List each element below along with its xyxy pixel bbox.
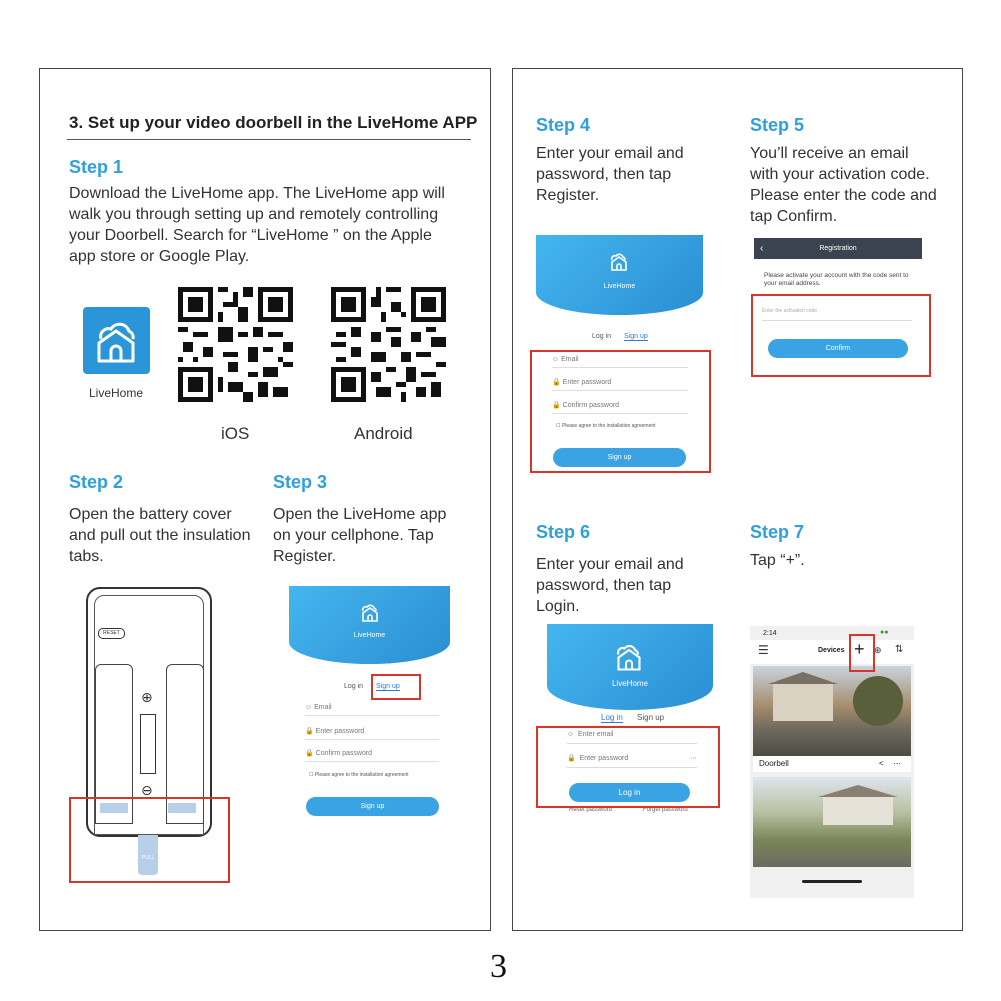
app-bar [750,640,914,664]
confirm-password-field[interactable]: 🔒 Confirm password [552,401,688,414]
pull-tab[interactable]: PULL [138,835,158,875]
android-label: Android [354,424,413,443]
mansion-shape [823,795,893,825]
agreement-checkbox[interactable]: ☐ Please agree to the installation agreement [556,423,656,429]
signup-button[interactable]: Sign up [306,797,439,816]
device-row[interactable] [753,756,911,772]
reset-button: RESET [98,628,125,639]
step2-title: Step 2 [69,472,124,492]
step3-title: Step 3 [273,472,328,492]
step7-phone-screen [750,626,914,898]
step7-highlight [849,634,875,672]
tree-shape [853,676,903,726]
device-name: Doorbell [759,759,789,768]
step5-text: You’ll receive an email with your activation code. Please enter the code and tap Confirm. [750,145,937,225]
step6-title: Step 6 [536,522,591,542]
step4-highlight [530,350,711,473]
password-field[interactable]: 🔒 Enter password [552,378,688,391]
share-icon[interactable]: < [879,759,884,768]
status-time: 2:14 [763,630,777,637]
page-number: 3 [490,948,507,985]
mansion-roof [818,785,898,797]
step6-highlight [536,726,720,808]
step3-text: Open the LiveHome app on your cellphone. Tap Register. [273,506,447,565]
forget-password-link[interactable]: Forget password [643,807,688,813]
step1-text: Download the LiveHome app. The LiveHome app will walk you through setting up and remotely controlling your Doorbell. Search for “LiveHome ” on the Apple app store or Google Play. [69,185,445,265]
livehome-app-icon[interactable] [83,307,150,374]
tab-login[interactable]: Log in [592,333,612,340]
confirm-button[interactable]: Confirm [768,339,908,358]
tab-signup[interactable]: Sign up [624,333,648,340]
eye-icon[interactable]: ⋯ [690,755,697,762]
step2-text: Open the battery cover and pull out the insulation tabs. [69,506,251,565]
signup-button[interactable]: Sign up [553,448,686,467]
devices-title: Devices [818,647,845,654]
activation-code-input[interactable]: Enter the activation code [762,308,912,321]
step5-highlight [751,294,931,377]
brand-name: LiveHome [611,679,648,688]
step7-title: Step 7 [750,522,805,542]
plus-terminal: ⊕ [141,689,153,705]
brand-name: LiveHome [353,632,386,639]
step6-text: Enter your email and password, then tap Login. [536,556,684,615]
email-field[interactable]: ☺ Email [305,704,439,716]
password-field[interactable]: 🔒 Enter password ⋯ [567,754,697,768]
sort-icon[interactable]: ⇅ [895,644,904,655]
step1-title: Step 1 [69,157,124,177]
email-field[interactable]: ☺ Email [552,356,688,368]
reset-password-link[interactable]: Reset password [569,807,613,813]
minus-terminal: ⊖ [141,782,153,798]
step4-title: Step 4 [536,115,591,135]
doorbell-camera-preview[interactable] [753,666,911,756]
step4-header [536,235,703,315]
tab-signup[interactable]: Sign up [376,683,400,690]
menu-icon[interactable]: ☰ [758,643,769,657]
ios-qr-code [178,287,293,402]
brand-name: LiveHome [603,283,636,290]
step4-text: Enter your email and password, then tap Register. [536,145,684,204]
house-cloud-icon [607,249,631,273]
password-field[interactable]: 🔒 Enter password [305,727,439,740]
tab-signup[interactable]: Sign up [637,713,665,722]
step3-highlight [371,674,421,700]
confirm-password-field[interactable]: 🔒 Confirm password [305,749,439,762]
step7-text: Tap “+”. [750,552,805,569]
more-icon[interactable]: ⋯ [893,759,901,768]
tab-login[interactable]: Log in [344,683,364,690]
android-qr-code [331,287,446,402]
back-icon[interactable]: ‹ [760,243,764,254]
step5-title: Step 5 [750,115,805,135]
tab-login[interactable]: Log in [601,713,623,722]
step2-highlight [69,797,230,883]
status-icons: ●● [880,629,889,636]
house-cloud-icon [83,307,150,374]
house-shape [773,681,833,721]
section-rule [67,139,471,140]
section-title: 3. Set up your video doorbell in the LiveHome APP [69,113,478,132]
registration-header: ‹ Registration [754,238,922,259]
house-cloud-icon [358,600,382,624]
add-device-button[interactable]: + [854,639,865,659]
refresh-icon[interactable]: ⊕ [874,645,882,655]
house-roof [768,672,838,684]
house-cloud-icon [611,638,647,674]
activation-message: Please activate your account with the code sent to your email address. [764,272,909,287]
step3-header [289,586,450,664]
email-field[interactable]: ☺ Enter email [567,731,697,744]
agreement-checkbox[interactable]: ☐ Please agree to the installation agreement [309,772,409,778]
ios-label: iOS [221,424,250,443]
second-camera-preview[interactable] [753,777,911,867]
home-indicator [802,880,862,883]
battery-outline [140,714,156,774]
app-label: LiveHome [89,386,144,400]
login-button[interactable]: Log in [569,783,690,802]
step3-phone-screen [289,586,450,831]
